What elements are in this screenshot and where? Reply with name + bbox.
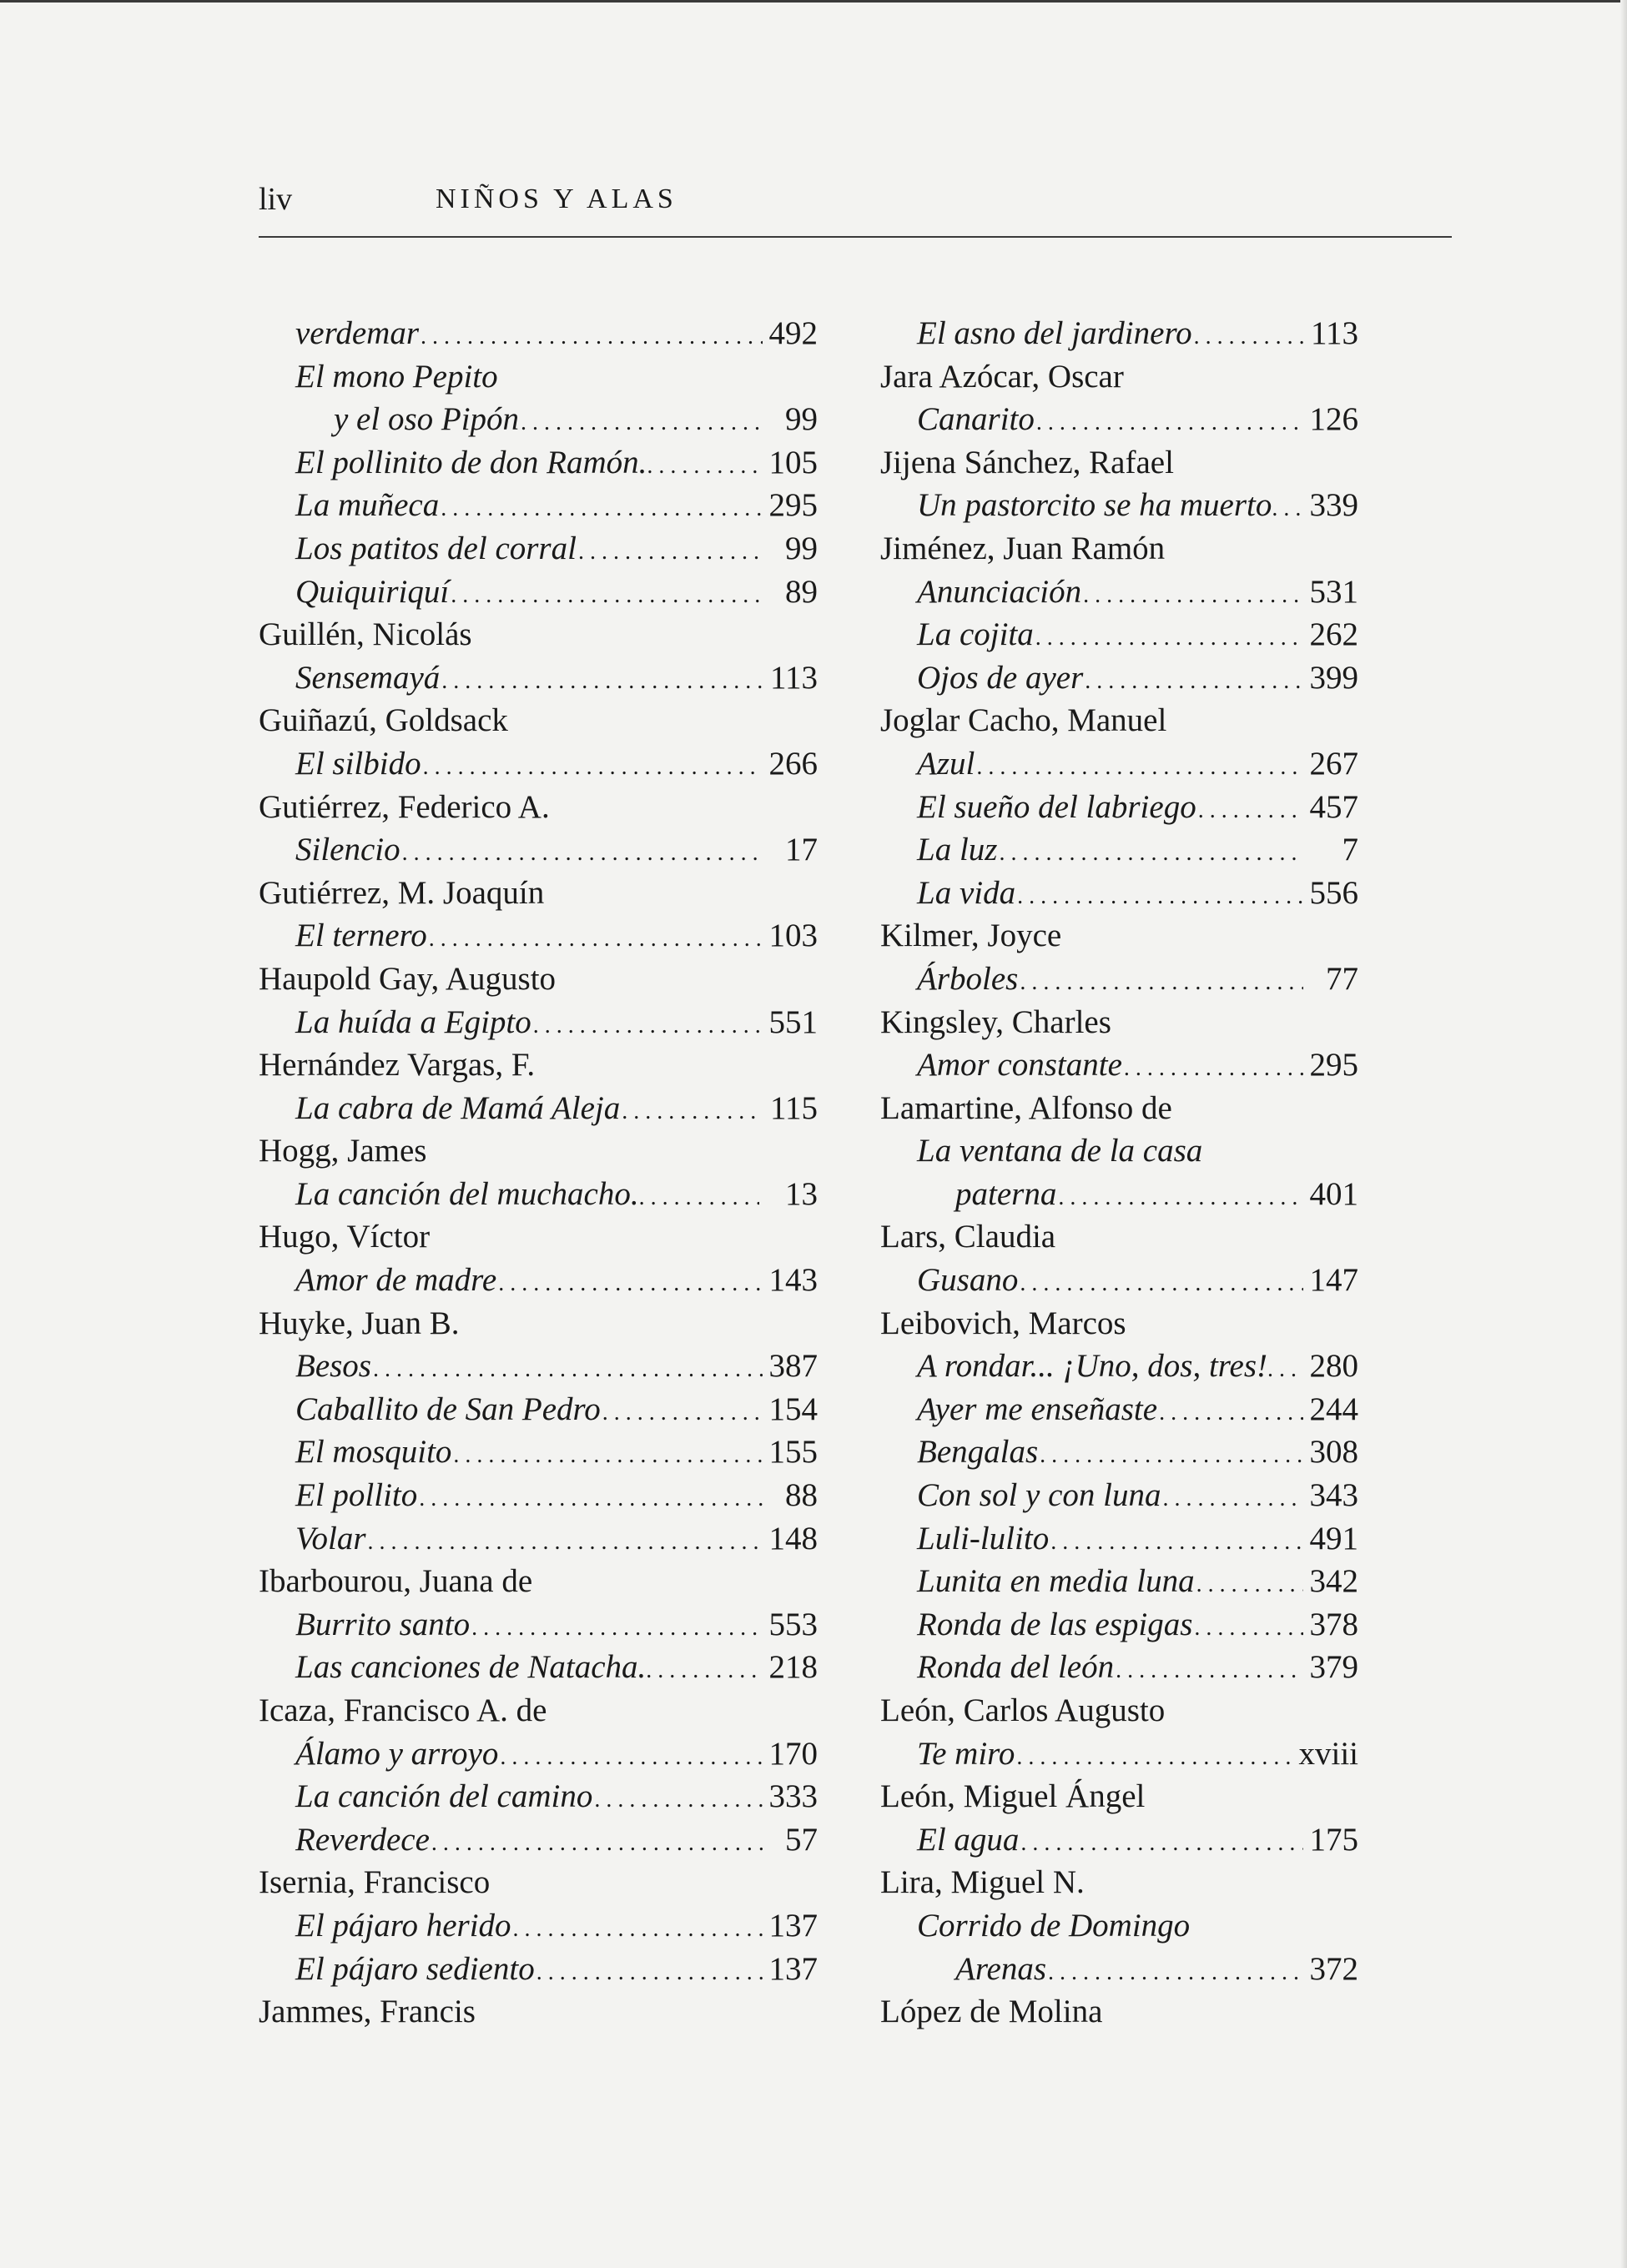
entry-page-number: 148 bbox=[768, 1520, 818, 1556]
entry-page-number: 57 bbox=[785, 1821, 818, 1858]
entry-title: Arenas bbox=[955, 1950, 1047, 1987]
entry-page-number: 154 bbox=[768, 1390, 818, 1427]
index-entry bbox=[259, 742, 818, 786]
entry-page-number: 457 bbox=[1309, 788, 1358, 825]
index-column-right bbox=[880, 312, 1358, 2034]
index-entry bbox=[259, 914, 818, 958]
entry-title: Reverdece bbox=[295, 1821, 430, 1858]
dot-leader bbox=[999, 828, 1303, 872]
entry-page-number: xviii bbox=[1298, 1735, 1358, 1772]
index-author: Joglar Cacho, Manuel bbox=[880, 702, 1167, 739]
dot-leader bbox=[639, 1173, 759, 1216]
entry-page-number: 387 bbox=[768, 1348, 818, 1385]
index-column-left bbox=[259, 312, 818, 2034]
index-entry bbox=[880, 613, 1358, 656]
index-entry bbox=[880, 398, 1358, 441]
index-entry bbox=[880, 1904, 1358, 1948]
entry-page-number: 105 bbox=[768, 444, 818, 480]
entry-page-number: 531 bbox=[1309, 573, 1358, 610]
index-entry bbox=[259, 1388, 818, 1431]
index-author: Ibarbourou, Juana de bbox=[259, 1563, 533, 1600]
dot-leader bbox=[429, 914, 763, 958]
entry-title: Los patitos del corral bbox=[295, 530, 577, 566]
entry-page-number: 170 bbox=[768, 1735, 818, 1772]
entry-title: El mosquito bbox=[295, 1434, 452, 1471]
entry-page-number: 378 bbox=[1309, 1606, 1358, 1642]
index-entry bbox=[880, 828, 1358, 872]
entry-title: paterna bbox=[955, 1175, 1057, 1212]
dot-leader bbox=[513, 1904, 763, 1948]
entry-title: Lunita en media luna bbox=[917, 1563, 1195, 1600]
entry-page-number: 88 bbox=[785, 1477, 818, 1514]
entry-title: El pájaro herido bbox=[295, 1907, 511, 1944]
index-author: Huyke, Juan B. bbox=[259, 1305, 460, 1341]
dot-leader bbox=[536, 1948, 763, 1991]
index-entry bbox=[259, 441, 818, 485]
dot-leader bbox=[1035, 613, 1303, 656]
index-entry bbox=[880, 1129, 1358, 1173]
entry-title: Besos bbox=[295, 1348, 371, 1385]
entry-title: Te miro bbox=[917, 1735, 1015, 1772]
dot-leader bbox=[402, 828, 763, 872]
index-entry bbox=[880, 1259, 1358, 1302]
entry-page-number: 13 bbox=[785, 1175, 818, 1212]
index-entry bbox=[259, 1001, 818, 1044]
entry-page-number: 99 bbox=[785, 530, 818, 566]
entry-title: y el oso Pipón bbox=[334, 401, 520, 438]
entry-title: Álamo y arroyo bbox=[295, 1735, 499, 1772]
dot-leader bbox=[602, 1388, 763, 1431]
index-entry bbox=[259, 527, 818, 571]
entry-page-number: 339 bbox=[1309, 487, 1358, 524]
index-entry bbox=[259, 1517, 818, 1561]
index-entry bbox=[880, 786, 1358, 829]
entry-page-number: 17 bbox=[785, 832, 818, 868]
entry-page-number: 175 bbox=[1309, 1821, 1358, 1858]
dot-leader bbox=[976, 742, 1303, 786]
index-author: Kingsley, Charles bbox=[880, 1003, 1111, 1040]
index-author: Kilmer, Joyce bbox=[880, 918, 1062, 954]
dot-leader bbox=[1036, 398, 1303, 441]
dot-leader bbox=[533, 1001, 763, 1044]
dot-leader bbox=[1116, 1646, 1303, 1689]
entry-page-number: 99 bbox=[785, 401, 818, 438]
index-entry bbox=[880, 1345, 1358, 1388]
entry-title: Quiquiriquí bbox=[295, 573, 450, 610]
index-entry bbox=[880, 1043, 1358, 1087]
entry-page-number: 308 bbox=[1309, 1434, 1358, 1471]
index-author: León, Miguel Ángel bbox=[880, 1778, 1146, 1815]
index-author: Jiménez, Juan Ramón bbox=[880, 530, 1166, 566]
dot-leader bbox=[1272, 484, 1300, 527]
index-author: López de Molina bbox=[880, 1994, 1103, 2030]
entry-page-number: 113 bbox=[769, 659, 818, 696]
entry-title: El asno del jardinero bbox=[917, 315, 1192, 351]
entry-title: Amor constante bbox=[917, 1047, 1122, 1084]
index-author: Hernández Vargas, F. bbox=[259, 1047, 536, 1084]
entry-page-number: 342 bbox=[1309, 1563, 1358, 1600]
entry-page-number: 137 bbox=[768, 1907, 818, 1944]
index-entry bbox=[259, 1775, 818, 1818]
dot-leader bbox=[521, 398, 763, 441]
index-entry bbox=[880, 1517, 1358, 1561]
dot-leader bbox=[419, 1474, 763, 1517]
entry-title: Bengalas bbox=[917, 1434, 1039, 1471]
entry-page-number: 295 bbox=[768, 487, 818, 524]
index-entry bbox=[880, 1474, 1358, 1517]
entry-title: El pollito bbox=[295, 1477, 418, 1514]
entry-title: La luz bbox=[917, 832, 998, 868]
entry-title: El ternero bbox=[295, 918, 427, 954]
entry-title: Ronda de las espigas bbox=[917, 1606, 1193, 1642]
index-author: Lars, Claudia bbox=[880, 1219, 1056, 1255]
entry-page-number: 244 bbox=[1309, 1390, 1358, 1427]
entry-page-number: 115 bbox=[769, 1089, 818, 1126]
entry-title: A rondar... ¡Uno, dos, tres! bbox=[917, 1348, 1268, 1385]
index-author: Gutiérrez, M. Joaquín bbox=[259, 874, 545, 911]
index-entry bbox=[880, 656, 1358, 700]
index-entry bbox=[880, 312, 1358, 355]
dot-leader bbox=[1194, 312, 1303, 355]
entry-title: Luli-lulito bbox=[917, 1520, 1050, 1556]
dot-leader bbox=[578, 527, 763, 571]
dot-leader bbox=[1196, 1560, 1303, 1603]
page-top-edge bbox=[0, 0, 1627, 3]
entry-title: El sueño del labriego bbox=[917, 788, 1196, 825]
index-entry bbox=[259, 1087, 818, 1130]
entry-title: Ojos de ayer bbox=[917, 659, 1084, 696]
dot-leader bbox=[451, 571, 763, 614]
index-entry bbox=[259, 1732, 818, 1776]
dot-leader bbox=[453, 1431, 763, 1474]
entry-title: El agua bbox=[917, 1821, 1020, 1858]
index-entry bbox=[880, 1948, 1358, 1991]
entry-title: Las canciones de Natacha. bbox=[295, 1649, 647, 1686]
index-entry bbox=[880, 872, 1358, 915]
index-entry bbox=[259, 484, 818, 527]
index-entry bbox=[880, 1560, 1358, 1603]
entry-page-number: 280 bbox=[1309, 1348, 1358, 1385]
entry-page-number: 333 bbox=[768, 1778, 818, 1815]
dot-leader bbox=[1020, 1259, 1303, 1302]
index-entry bbox=[880, 958, 1358, 1001]
entry-title: La canción del muchacho. bbox=[295, 1175, 639, 1212]
index-entry bbox=[259, 398, 818, 441]
entry-page-number: 343 bbox=[1309, 1477, 1358, 1514]
index-author: Lira, Miguel N. bbox=[880, 1864, 1085, 1901]
entry-title: Silencio bbox=[295, 832, 400, 868]
dot-leader bbox=[431, 1818, 763, 1862]
dot-leader bbox=[1198, 786, 1303, 829]
page-right-edge bbox=[1620, 0, 1627, 2268]
entry-page-number: 262 bbox=[1309, 616, 1358, 653]
page-header bbox=[259, 177, 1452, 222]
index-entry bbox=[259, 1259, 818, 1302]
entry-page-number: 89 bbox=[785, 573, 818, 610]
dot-leader bbox=[1085, 656, 1303, 700]
entry-page-number: 7 bbox=[1342, 832, 1358, 868]
dot-leader bbox=[1162, 1474, 1303, 1517]
index-entry bbox=[880, 1603, 1358, 1647]
entry-title: verdemar bbox=[295, 315, 420, 351]
index-entry bbox=[880, 742, 1358, 786]
index-entry bbox=[259, 571, 818, 614]
entry-page-number: 113 bbox=[1310, 315, 1358, 351]
dot-leader bbox=[1083, 571, 1303, 614]
dot-leader bbox=[1050, 1517, 1303, 1561]
dot-leader bbox=[368, 1517, 763, 1561]
index-author: Hugo, Víctor bbox=[259, 1219, 431, 1255]
page-folio: liv bbox=[259, 182, 293, 217]
dot-leader bbox=[646, 1646, 759, 1689]
dot-leader bbox=[1194, 1603, 1303, 1647]
index-author: Icaza, Francisco A. de bbox=[259, 1692, 547, 1728]
dot-leader bbox=[1016, 1732, 1293, 1776]
index-entry bbox=[880, 1431, 1358, 1474]
entry-title: La canción del camino bbox=[295, 1778, 593, 1815]
entry-page-number: 147 bbox=[1309, 1262, 1358, 1299]
index-entry bbox=[880, 1818, 1358, 1862]
dot-leader bbox=[421, 312, 763, 355]
entry-page-number: 103 bbox=[768, 918, 818, 954]
entry-title: Caballito de San Pedro bbox=[295, 1390, 601, 1427]
entry-title: La vida bbox=[917, 874, 1016, 911]
entry-title: El pájaro sediento bbox=[295, 1950, 535, 1987]
dot-leader bbox=[622, 1087, 763, 1130]
entry-page-number: 137 bbox=[768, 1950, 818, 1987]
dot-leader bbox=[441, 656, 763, 700]
index-entry bbox=[259, 1474, 818, 1517]
dot-leader bbox=[1020, 958, 1303, 1001]
dot-leader bbox=[1159, 1388, 1303, 1431]
entry-title: Canarito bbox=[917, 401, 1035, 438]
index-author: Jammes, Francis bbox=[259, 1994, 476, 2030]
entry-title: Un pastorcito se ha muerto bbox=[917, 487, 1272, 524]
index-entry bbox=[259, 1431, 818, 1474]
entry-page-number: 266 bbox=[768, 745, 818, 782]
dot-leader bbox=[500, 1732, 763, 1776]
dot-leader bbox=[471, 1603, 763, 1647]
index-author: Jara Azócar, Oscar bbox=[880, 358, 1124, 395]
index-entry bbox=[259, 828, 818, 872]
index-entry bbox=[259, 1603, 818, 1647]
dot-leader bbox=[441, 484, 763, 527]
index-entry bbox=[259, 1818, 818, 1862]
entry-title: La cabra de Mamá Aleja bbox=[295, 1089, 621, 1126]
index-author: Lamartine, Alfonso de bbox=[880, 1089, 1172, 1126]
entry-page-number: 556 bbox=[1309, 874, 1358, 911]
index-author: Gutiérrez, Federico A. bbox=[259, 788, 550, 825]
entry-title: El silbido bbox=[295, 745, 421, 782]
entry-page-number: 218 bbox=[768, 1649, 818, 1686]
entry-title: Azul bbox=[917, 745, 975, 782]
index-entry bbox=[880, 1173, 1358, 1216]
entry-page-number: 77 bbox=[1326, 960, 1358, 997]
entry-page-number: 399 bbox=[1309, 659, 1358, 696]
entry-title: Ronda del león bbox=[917, 1649, 1115, 1686]
entry-title: Anunciación bbox=[917, 573, 1082, 610]
index-entry bbox=[259, 656, 818, 700]
entry-title: Ayer me enseñaste bbox=[917, 1390, 1158, 1427]
entry-title: Amor de madre bbox=[295, 1262, 497, 1299]
index-author: León, Carlos Augusto bbox=[880, 1692, 1166, 1728]
index-entry bbox=[880, 484, 1358, 527]
dot-leader bbox=[594, 1775, 763, 1818]
dot-leader bbox=[1058, 1173, 1303, 1216]
entry-title: La huída a Egipto bbox=[295, 1003, 531, 1040]
dot-leader bbox=[647, 441, 759, 485]
entry-title: Con sol y con luna bbox=[917, 1477, 1161, 1514]
entry-title: Corrido de Domingo bbox=[917, 1907, 1191, 1944]
index-author: Hogg, James bbox=[259, 1133, 427, 1169]
entry-page-number: 295 bbox=[1309, 1047, 1358, 1084]
dot-leader bbox=[498, 1259, 763, 1302]
entry-title: Sensemayá bbox=[295, 659, 441, 696]
entry-page-number: 492 bbox=[768, 315, 818, 351]
header-rule bbox=[259, 236, 1452, 238]
entry-page-number: 267 bbox=[1309, 745, 1358, 782]
index-entry bbox=[259, 1345, 818, 1388]
dot-leader bbox=[1048, 1948, 1303, 1991]
index-entry bbox=[259, 355, 818, 399]
index-author: Leibovich, Marcos bbox=[880, 1305, 1126, 1341]
index-author: Guiñazú, Goldsack bbox=[259, 702, 508, 739]
entry-title: La ventana de la casa bbox=[917, 1133, 1203, 1169]
dot-leader bbox=[1040, 1431, 1303, 1474]
entry-title: Gusano bbox=[917, 1262, 1019, 1299]
dot-leader bbox=[373, 1345, 763, 1388]
dot-leader bbox=[1020, 1818, 1303, 1862]
entry-page-number: 126 bbox=[1309, 401, 1358, 438]
entry-page-number: 401 bbox=[1309, 1175, 1358, 1212]
index-entry bbox=[259, 1904, 818, 1948]
entry-title: La muñeca bbox=[295, 487, 440, 524]
index-entry bbox=[259, 1646, 818, 1689]
entry-title: La cojita bbox=[917, 616, 1034, 653]
index-entry bbox=[880, 1388, 1358, 1431]
index-entry bbox=[259, 312, 818, 355]
entry-page-number: 551 bbox=[768, 1003, 818, 1040]
index-author: Jijena Sánchez, Rafael bbox=[880, 444, 1174, 480]
entry-page-number: 143 bbox=[768, 1262, 818, 1299]
index-entry bbox=[880, 1732, 1358, 1776]
entry-page-number: 553 bbox=[768, 1606, 818, 1642]
dot-leader bbox=[1267, 1345, 1300, 1388]
running-title: NIÑOS Y ALAS bbox=[436, 184, 677, 214]
entry-title: El pollinito de don Ramón. bbox=[295, 444, 647, 480]
entry-page-number: 372 bbox=[1309, 1950, 1358, 1987]
dot-leader bbox=[1124, 1043, 1303, 1087]
index-author: Isernia, Francisco bbox=[259, 1864, 491, 1901]
entry-page-number: 379 bbox=[1309, 1649, 1358, 1686]
dot-leader bbox=[1017, 872, 1303, 915]
entry-title: Burrito santo bbox=[295, 1606, 471, 1642]
index-entry bbox=[259, 1173, 818, 1216]
index-entry bbox=[259, 1948, 818, 1991]
entry-page-number: 491 bbox=[1309, 1520, 1358, 1556]
entry-title: Volar bbox=[295, 1520, 366, 1556]
entry-page-number: 155 bbox=[768, 1434, 818, 1471]
index-author: Guillén, Nicolás bbox=[259, 616, 472, 653]
index-entry bbox=[880, 571, 1358, 614]
entry-title: Árboles bbox=[917, 960, 1019, 997]
index-entry bbox=[880, 1646, 1358, 1689]
entry-title: El mono Pepito bbox=[295, 358, 498, 395]
dot-leader bbox=[423, 742, 763, 786]
index-author: Haupold Gay, Augusto bbox=[259, 960, 557, 997]
